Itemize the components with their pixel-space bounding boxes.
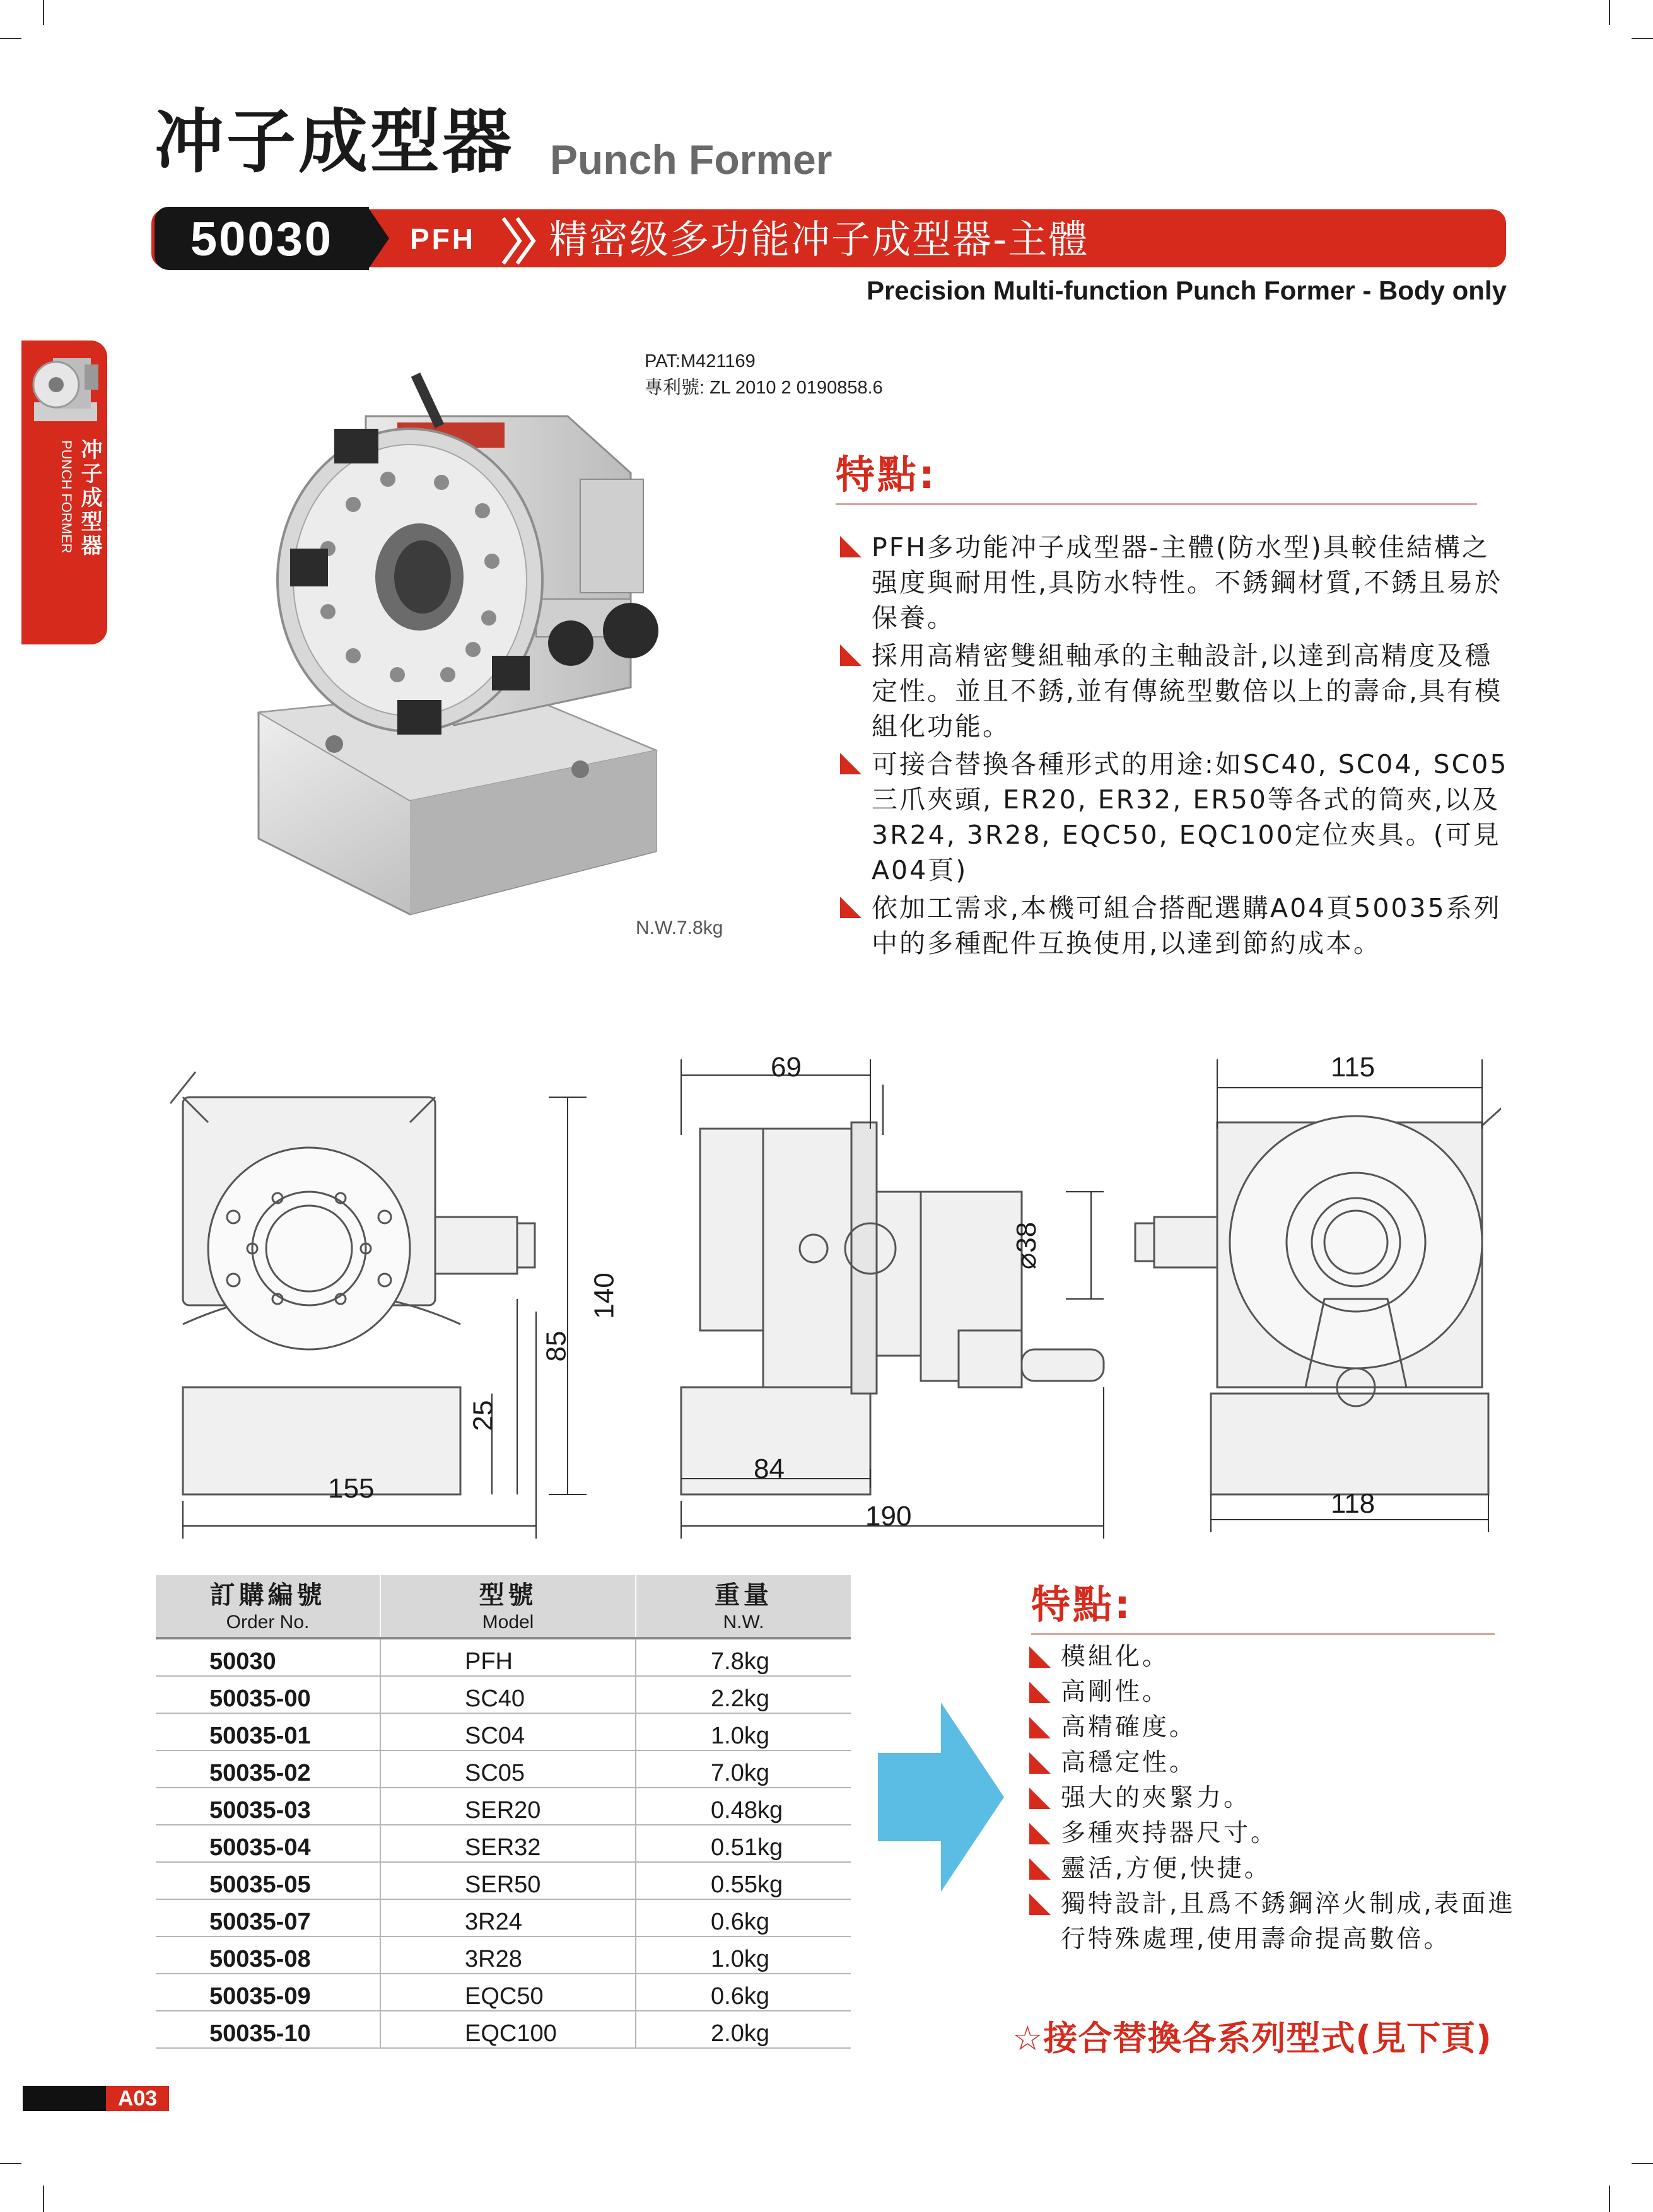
feature-item: 靈活,方便,快捷。 (1028, 1851, 1533, 1887)
feature-item: 採用高精密雙組軸承的主軸設計,以達到高精度及穩定性。並且不銹,並有傳統型數倍以上的壽命,具有模組化功能。 (839, 638, 1514, 744)
crop-mark (1609, 0, 1610, 25)
product-code: 50030 (190, 212, 334, 266)
table-row: 50035-05 SER50 0.55kg (156, 1862, 851, 1899)
feature-item: 高穩定性。 (1028, 1745, 1533, 1781)
page-title-cn: 冲子成型器 (155, 102, 514, 182)
feature-item: 强大的夾緊力。 (1028, 1781, 1533, 1816)
side-tab-label-cn: 冲子成型器 (77, 438, 102, 558)
feature-item: 高剛性。 (1028, 1675, 1533, 1710)
series-note: ☆接合替換各系列型式(見下頁) (1012, 2018, 1492, 2058)
arrow-right-icon (878, 1703, 1004, 1892)
dimension-total-width: 190 (865, 1501, 912, 1532)
features-title: 特點: (836, 451, 937, 498)
patent-number: PAT:M421169 (645, 351, 756, 371)
table-row: 50035-03 SER20 0.48kg (156, 1788, 851, 1825)
table-row: 50035-00 SC40 2.2kg (156, 1676, 851, 1713)
crop-mark (0, 2163, 21, 2164)
patent-info (645, 348, 883, 401)
feature-item: 多種夾持器尺寸。 (1028, 1816, 1533, 1851)
dimension-back-base: 118 (1331, 1488, 1376, 1519)
dimension-back-top: 115 (1331, 1052, 1376, 1083)
crop-mark (43, 0, 44, 25)
table-row: 50035-08 3R28 1.0kg (156, 1936, 851, 1974)
dimension-side-top: 69 (771, 1052, 802, 1083)
table-row: 50035-01 SC04 1.0kg (156, 1713, 851, 1750)
product-code-arrow (368, 207, 389, 270)
patent-cn-number: 專利號: ZL 2010 2 0190858.6 (645, 378, 883, 398)
crop-mark (0, 38, 21, 39)
features-title-2: 特點: (1031, 1581, 1133, 1627)
dimension-bore: ⌀38 (1011, 1221, 1043, 1270)
net-weight: N.W.7.8kg (636, 917, 723, 938)
feature-item: 高精確度。 (1028, 1710, 1533, 1745)
table-row: 50035-02 SC05 7.0kg (156, 1750, 851, 1788)
table-row: 50035-09 EQC50 0.6kg (156, 1974, 851, 2011)
dimension-base-height: 25 (467, 1400, 499, 1431)
page-number: A03 (106, 2086, 169, 2111)
product-title-cn: 精密级多功能冲子成型器-主體 (549, 216, 1089, 262)
table-row: 50035-07 3R24 0.6kg (156, 1899, 851, 1936)
crop-mark (1609, 2186, 1610, 2212)
feature-item: 可接合替換各種形式的用途:如SC40, SC04, SC05三爪夾頭, ER20, ER32, ER50等各式的筒夾,以及3R24, 3R28, EQC50, EQC100定位夾具。(可見A04頁) (839, 747, 1514, 888)
column-header-model: 型號 Model (380, 1575, 636, 1638)
table-row: 50035-10 EQC100 2.0kg (156, 2011, 851, 2048)
crop-mark (1632, 2163, 1653, 2164)
side-tab-label-en: PUNCH FORMER (59, 440, 74, 554)
table-row: 50035-04 SER32 0.51kg (156, 1825, 851, 1862)
column-header-weight: 重量 N.W. (636, 1575, 851, 1638)
feature-item: 獨特設計,且爲不銹鋼淬火制成,表面進行特殊處理,使用壽命提高數倍。 (1028, 1887, 1533, 1957)
dimension-front-width: 155 (328, 1473, 375, 1504)
dimension-side-base: 84 (754, 1453, 785, 1484)
product-photo (252, 359, 669, 927)
order-table (156, 1575, 851, 2049)
table-header-row (156, 1575, 851, 1638)
features-list (839, 530, 1514, 963)
features-title-rule (836, 503, 1477, 505)
feature-item: 模組化。 (1028, 1639, 1533, 1675)
product-thumbnail (28, 346, 102, 428)
dimension-center-height: 85 (540, 1330, 572, 1362)
product-subtitle-en: Precision Multi-function Punch Former - Body only (866, 276, 1507, 305)
table-row: 50030 PFH 7.8kg (156, 1638, 851, 1676)
feature-item: 依加工需求,本機可組合搭配選購A04頁50035系列中的多種配件互换使用,以達到節約成本。 (839, 890, 1514, 961)
features-list-2 (1028, 1639, 1533, 1957)
column-header-order-no: 訂購編號 Order No. (156, 1575, 380, 1638)
features-title-rule-2 (1031, 1633, 1495, 1635)
double-chevron-icon (498, 214, 542, 267)
crop-mark (43, 2186, 44, 2212)
crop-mark (1632, 38, 1653, 39)
page-title-en: Punch Former (550, 136, 832, 183)
dimension-front-height: 140 (588, 1272, 620, 1319)
product-model: PFH (410, 223, 476, 255)
feature-item: PFH多功能冲子成型器-主體(防水型)具較佳結構之强度與耐用性,具防水特性。不銹鋼材質,不銹且易於保養。 (839, 530, 1514, 636)
